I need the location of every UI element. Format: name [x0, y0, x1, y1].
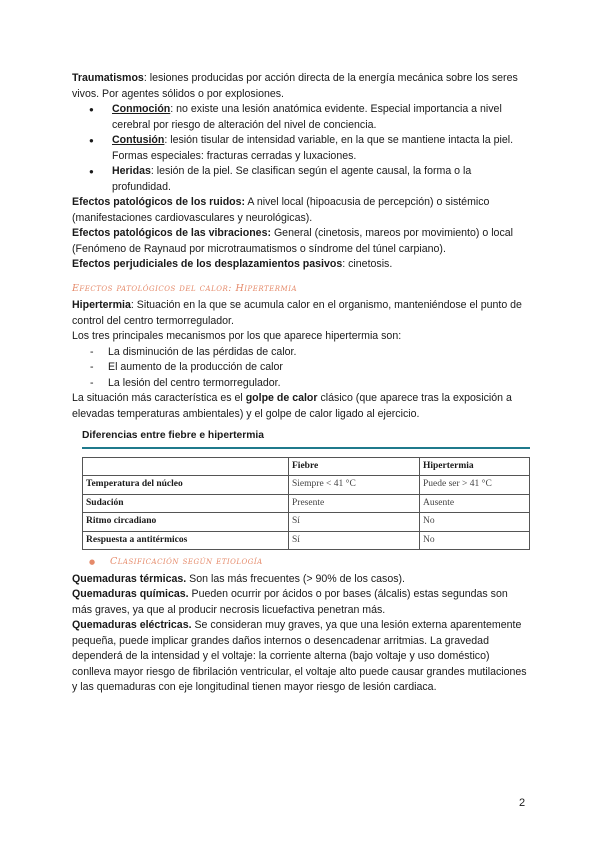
list-item: [72, 164, 530, 195]
table-cell: Presente: [289, 494, 420, 513]
table-cell: Siempre < 41 °C: [289, 476, 420, 495]
table-cell: Sí: [289, 513, 420, 532]
table-title: Diferencias entre fiebre e hipertermia: [82, 428, 530, 449]
table-row: [83, 531, 530, 550]
effect-term: Efectos patológicos de las vibraciones:: [72, 227, 271, 239]
list-item: [72, 102, 530, 133]
table-header-cell: [83, 457, 289, 476]
item-text: : lesión tisular de intensidad variable, en la que se mantiene intacta la piel. Formas especiales: fracturas cerradas y luxaciones.: [112, 134, 514, 162]
table-cell: Ausente: [420, 494, 530, 513]
table-cell: Puede ser > 41 °C: [420, 476, 530, 495]
trauma-text: : lesiones producidas por acción directa de la energía mecánica sobre los seres vivos. Por agentes sólidos o por explosiones.: [72, 72, 518, 100]
table-cell: Temperatura del núcleo: [83, 476, 289, 495]
effect-text: : cinetosis.: [342, 258, 393, 270]
effect-term: Efectos perjudiciales de los desplazamientos pasivos: [72, 258, 343, 270]
section-heading-burns: ● Clasificación según etiología: [72, 554, 530, 570]
list-item: [72, 133, 530, 164]
definition-term: Hipertermia: [72, 299, 131, 311]
hyperthermia-definition: [72, 298, 530, 329]
list-item: - El aumento de la producción de calor: [72, 360, 530, 376]
burn-term: Quemaduras térmicas.: [72, 572, 187, 585]
effect-vibration: [72, 226, 530, 257]
trauma-list: [72, 102, 530, 195]
item-term: Heridas: [112, 165, 151, 177]
table-row: [83, 494, 530, 513]
effect-text: A nivel local (hipoacusia de percepción) o sistémico (manifestaciones cardiovasculares y neurológicas).: [72, 196, 490, 224]
table-cell: No: [420, 531, 530, 550]
closing-text: clásico (que aparece tras la exposición a elevadas temperaturas ambientales) y el golpe de calor ligado al ejercicio.: [72, 392, 512, 420]
item-term: Conmoción: [112, 103, 171, 115]
document-page: [72, 71, 530, 696]
effect-noise: [72, 195, 530, 226]
closing-term: golpe de calor: [245, 392, 318, 404]
closing-text: La situación más característica es el: [72, 392, 246, 404]
trauma-paragraph: [72, 71, 530, 102]
table-cell: Sí: [289, 531, 420, 550]
thermal-burns: [72, 572, 530, 588]
mechanisms-list: [72, 345, 530, 392]
effect-text: General (cinetosis, mareos por movimiento) o local (Fenómeno de Raynaud por microtraumatismos o síndrome del túnel carpiano).: [72, 227, 513, 255]
table-header-cell: Fiebre: [289, 457, 420, 476]
table-header-row: [83, 457, 530, 476]
table-row: [83, 476, 530, 495]
item-term: Contusión: [112, 134, 165, 146]
burn-term: Quemaduras químicas.: [72, 588, 189, 600]
burn-text: Son las más frecuentes (> 90% de los casos).: [186, 572, 405, 585]
table-cell: Sudación: [83, 494, 289, 513]
burn-text: Se consideran muy graves, ya que una lesión externa aparentemente pequeña, puede implicar grandes daños internos o desencadenar arritmias. La gravedad dependerá de la intensidad y el voltaje: la corriente alterna (bajo voltaje y uso doméstico) conlleva mayor riesgo de fibrilación ventricular, el voltaje alto puede causar grandes mutilaciones y las quemaduras con eje longitudinal tienen mayor riesgo de lesión cardiaca.: [72, 619, 527, 693]
trauma-term: Traumatismos: [72, 72, 144, 84]
item-text: : no existe una lesión anatómica evidente. Especial importancia a nivel cerebral por riesgo de alteración del nivel de conciencia.: [112, 103, 502, 131]
electrical-burns: [72, 618, 530, 696]
page-number: 2: [519, 797, 526, 809]
burn-term: Quemaduras eléctricas.: [72, 619, 192, 631]
mechanisms-intro: Los tres principales mecanismos por los que aparece hipertermia son:: [72, 330, 402, 342]
effect-passive: [72, 257, 530, 273]
comparison-table: [82, 457, 530, 551]
effect-term: Efectos patológicos de los ruidos:: [72, 196, 246, 208]
table-row: [83, 513, 530, 532]
list-item: - La disminución de las pérdidas de calor.: [72, 345, 530, 361]
list-item: - La lesión del centro termorregulador.: [72, 376, 530, 392]
heatstroke-paragraph: [72, 391, 530, 422]
table-cell: Ritmo circadiano: [83, 513, 289, 532]
table-cell: No: [420, 513, 530, 532]
section-heading-heat: Efectos patológicos del calor: Hipertermia: [72, 282, 298, 294]
item-text: : lesión de la piel. Se clasifican según el agente causal, la forma o la profundidad.: [112, 165, 472, 193]
definition-text: : Situación en la que se acumula calor en el organismo, manteniéndose el punto de control del centro termorregulador.: [72, 299, 522, 327]
chemical-burns: [72, 587, 530, 618]
table-header-cell: Hipertermia: [420, 457, 530, 476]
burn-text: Pueden ocurrir por ácidos o por bases (álcalis) estas segundas son más graves, ya que al producir necrosis licuefactiva penetran más.: [72, 588, 508, 616]
table-cell: Respuesta a antitérmicos: [83, 531, 289, 550]
